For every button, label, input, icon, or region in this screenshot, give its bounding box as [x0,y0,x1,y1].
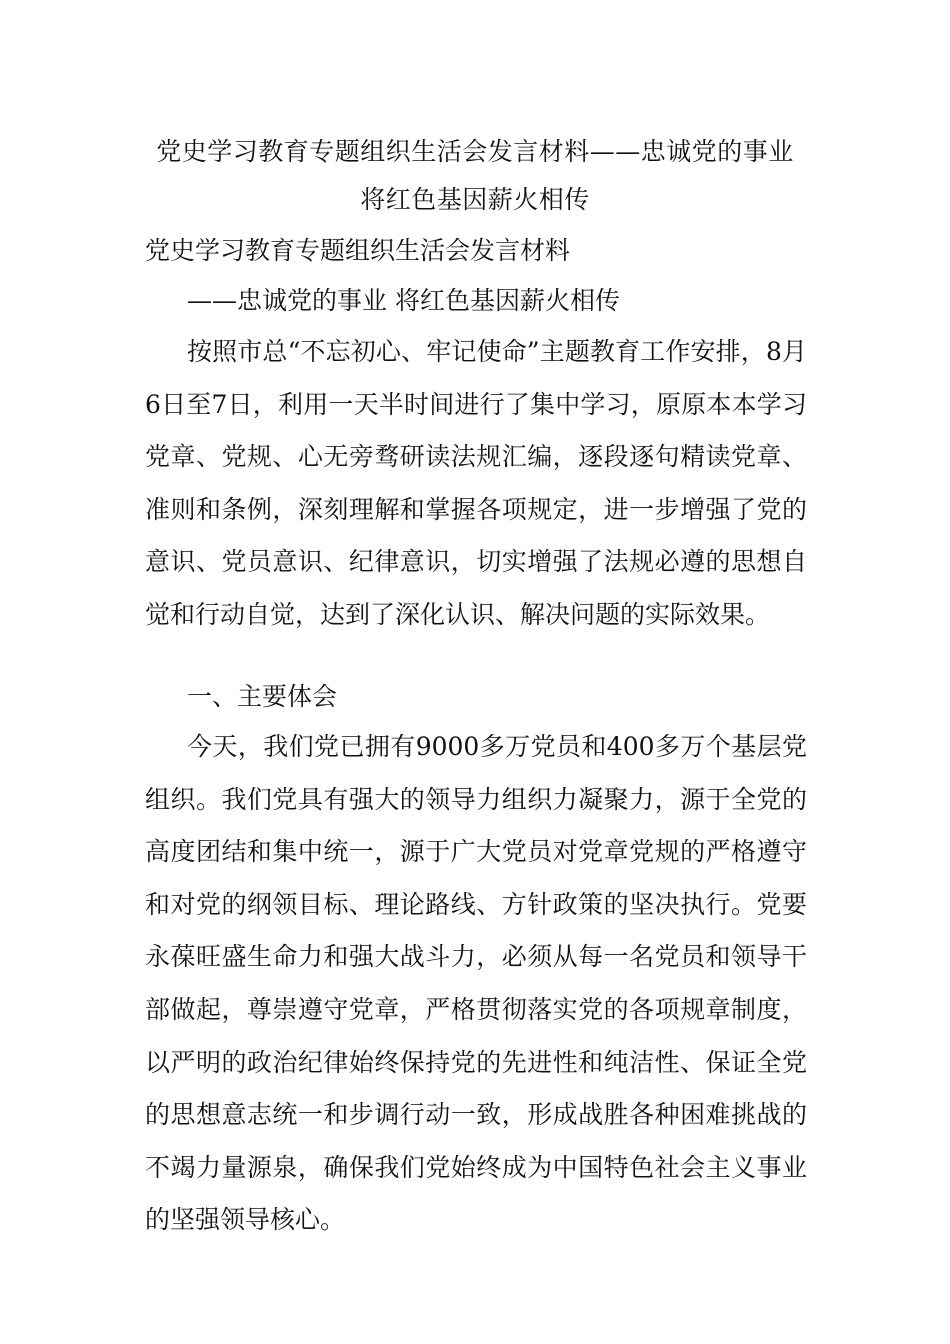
document-subheading: 党史学习教育专题组织生活会发言材料 [145,236,571,265]
document-subtitle: ——忠诚党的事业 将红色基因薪火相传 [187,286,620,315]
document-title-line-2: 将红色基因薪火相传 [360,185,590,214]
paragraph-intro: 按照市总“不忘初心、牢记使命”主题教育工作安排，8月6日至7日，利用一天半时间进行了集中学习，原原本本学习党章、党规、心无旁骛研读法规汇编，逐段逐句精读党章、准则和条例，深刻理解和掌握各项规定，进一步增强了党的意识、党员意识、纪律意识，切实增强了法规必遵的思想自觉和行动自觉，达到了深化认识、解决问题的实际效果。 [145,337,807,629]
section-heading-main-experience: 一、主要体会 [187,682,338,711]
paragraph-main-experience: 今天，我们党已拥有9000多万党员和400多万个基层党组织。我们党具有强大的领导力组织力凝聚力，源于全党的高度团结和集中统一，源于广大党员对党章党规的严格遵守和对党的纲领目标、理论路线、方针政策的坚决执行。党要永葆旺盛生命力和强大战斗力，必须从每一名党员和领导干部做起，尊崇遵守党章，严格贯彻落实党的各项规章制度，以严明的政治纪律始终保持党的先进性和纯洁性、保证全党的思想意志统一和步调行动一致，形成战胜各种困难挑战的不竭力量源泉，确保我们党始终成为中国特色社会主义事业的坚强领导核心。 [145,732,807,1235]
document-title-line-1: 党史学习教育专题组织生活会发言材料——忠诚党的事业 [156,137,794,166]
